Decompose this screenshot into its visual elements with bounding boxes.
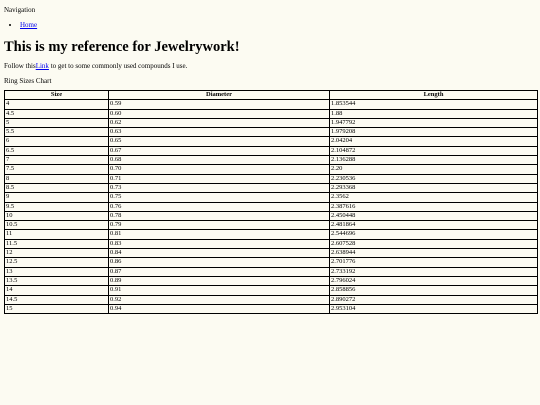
cell-length: 2.733192	[330, 267, 538, 276]
header-size: Size	[5, 91, 109, 100]
nav-heading: Navigation	[4, 6, 36, 14]
table-row	[5, 286, 538, 295]
page-title: This is my reference for Jewelrywork!	[4, 39, 240, 55]
cell-size: 10.5	[5, 221, 109, 230]
cell-length: 2.230536	[330, 174, 538, 183]
cell-length: 2.481864	[330, 221, 538, 230]
cell-length: 2.20	[330, 165, 538, 174]
cell-diameter: 0.83	[109, 239, 330, 248]
cell-size: 6.5	[5, 146, 109, 155]
table-row	[5, 174, 538, 183]
table-row	[5, 258, 538, 267]
cell-length: 1.947792	[330, 118, 538, 127]
cell-length: 2.858856	[330, 286, 538, 295]
cell-diameter: 0.63	[109, 128, 330, 137]
cell-size: 14	[5, 286, 109, 295]
cell-size: 7.5	[5, 165, 109, 174]
table-row	[5, 118, 538, 127]
cell-length: 2.638944	[330, 249, 538, 258]
table-row	[5, 304, 538, 313]
follow-prefix: Follow this	[4, 62, 36, 70]
cell-size: 5	[5, 118, 109, 127]
cell-length: 2.104872	[330, 146, 538, 155]
table-row	[5, 137, 538, 146]
cell-length: 2.796024	[330, 276, 538, 285]
cell-diameter: 0.81	[109, 230, 330, 239]
ring-sizes-table	[4, 90, 538, 314]
cell-diameter: 0.73	[109, 183, 330, 192]
cell-length: 2.04204	[330, 137, 538, 146]
cell-diameter: 0.68	[109, 156, 330, 165]
table-row	[5, 183, 538, 192]
cell-diameter: 0.79	[109, 221, 330, 230]
cell-size: 12.5	[5, 258, 109, 267]
table-row	[5, 295, 538, 304]
cell-diameter: 0.70	[109, 165, 330, 174]
follow-suffix: to get to some commonly used compounds I use.	[48, 62, 188, 70]
table-body	[5, 100, 538, 314]
cell-diameter: 0.75	[109, 193, 330, 202]
table-row	[5, 100, 538, 109]
cell-length: 2.701776	[330, 258, 538, 267]
cell-length: 2.387616	[330, 202, 538, 211]
cell-length: 2.890272	[330, 295, 538, 304]
cell-length: 2.450448	[330, 211, 538, 220]
nav-list	[4, 21, 536, 30]
table-row	[5, 146, 538, 155]
cell-size: 11	[5, 230, 109, 239]
table-row	[5, 202, 538, 211]
cell-size: 10	[5, 211, 109, 220]
follow-paragraph	[4, 62, 536, 71]
cell-size: 15	[5, 304, 109, 313]
cell-diameter: 0.87	[109, 267, 330, 276]
cell-size: 11.5	[5, 239, 109, 248]
cell-size: 9	[5, 193, 109, 202]
cell-diameter: 0.60	[109, 109, 330, 118]
table-row	[5, 109, 538, 118]
compounds-link[interactable]: Link	[35, 62, 49, 70]
cell-size: 4.5	[5, 109, 109, 118]
cell-diameter: 0.89	[109, 276, 330, 285]
cell-size: 13	[5, 267, 109, 276]
header-length: Length	[330, 91, 538, 100]
cell-size: 12	[5, 249, 109, 258]
cell-length: 1.853544	[330, 100, 538, 109]
cell-length: 2.3562	[330, 193, 538, 202]
cell-length: 1.88	[330, 109, 538, 118]
cell-size: 14.5	[5, 295, 109, 304]
table-row	[5, 221, 538, 230]
table-row	[5, 249, 538, 258]
cell-size: 9.5	[5, 202, 109, 211]
cell-diameter: 0.78	[109, 211, 330, 220]
table-caption: Ring Sizes Chart	[4, 77, 52, 85]
table-row	[5, 230, 538, 239]
cell-length: 2.544696	[330, 230, 538, 239]
cell-size: 13.5	[5, 276, 109, 285]
cell-diameter: 0.76	[109, 202, 330, 211]
cell-diameter: 0.71	[109, 174, 330, 183]
header-diameter: Diameter	[109, 91, 330, 100]
cell-size: 8	[5, 174, 109, 183]
cell-diameter: 0.91	[109, 286, 330, 295]
cell-size: 4	[5, 100, 109, 109]
cell-diameter: 0.94	[109, 304, 330, 313]
cell-size: 8.5	[5, 183, 109, 192]
table-row	[5, 165, 538, 174]
table-row	[5, 239, 538, 248]
cell-diameter: 0.59	[109, 100, 330, 109]
cell-diameter: 0.67	[109, 146, 330, 155]
table-row	[5, 156, 538, 165]
table-row	[5, 193, 538, 202]
table-row	[5, 128, 538, 137]
cell-length: 2.136288	[330, 156, 538, 165]
cell-diameter: 0.86	[109, 258, 330, 267]
table-row	[5, 267, 538, 276]
nav-item-home	[20, 21, 536, 30]
cell-diameter: 0.92	[109, 295, 330, 304]
cell-size: 7	[5, 156, 109, 165]
cell-length: 2.293368	[330, 183, 538, 192]
cell-length: 1.979208	[330, 128, 538, 137]
cell-size: 6	[5, 137, 109, 146]
cell-length: 2.953104	[330, 304, 538, 313]
cell-size: 5.5	[5, 128, 109, 137]
cell-length: 2.607528	[330, 239, 538, 248]
table-row	[5, 276, 538, 285]
cell-diameter: 0.62	[109, 118, 330, 127]
cell-diameter: 0.84	[109, 249, 330, 258]
table-row	[5, 211, 538, 220]
cell-diameter: 0.65	[109, 137, 330, 146]
home-link[interactable]: Home	[20, 21, 38, 29]
table-header-row	[5, 91, 538, 100]
